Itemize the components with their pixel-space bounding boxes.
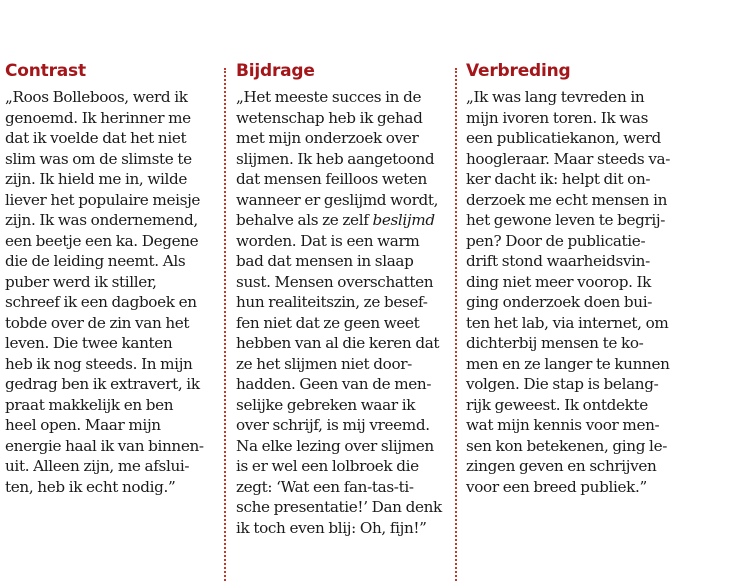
column-title-verbreding: Verbreding xyxy=(466,61,571,81)
three-column-article xyxy=(0,56,732,581)
column-text-bijdrage xyxy=(236,87,452,538)
column-bijdrage xyxy=(236,56,452,581)
column-title-bijdrage: Bijdrage xyxy=(236,61,315,81)
column-contrast xyxy=(5,56,221,581)
column-text-contrast: „Roos Bolleboos, werd ik genoemd. Ik herinner me dat ik voelde dat het niet slim was om de slimste te zijn. Ik hield me in, wilde liever het populaire meisje zijn. Ik was ondernemend, een beetje een ka. Degene die de leiding neemt. Als puber werd ik stiller, schreef ik een dagboek en tobde over de zin van het leven. Die twee kanten heb ik nog steeds. In mijn gedrag ben ik extravert, ik praat makkelijk en ben heel open. Maar mijn energie haal ik van binnen- uit. Alleen zijn, me afslui- ten, heb ik echt nodig.” xyxy=(5,88,204,496)
text-segment-before: „Het meeste succes in de wetenschap heb ik gehad met mijn onderzoek over slijmen. Ik heb aangetoond dat mensen feilloos weten wanneer er geslijmd wordt, behalve als ze zelf xyxy=(236,88,439,229)
text-segment-after: worden. Dat is een warm bad dat mensen in slaap sust. Mensen overschatten hun realiteitszin, ze besef- fen niet dat ze geen weet hebben van al die keren dat ze het slijmen niet door- hadden. Geen van de men- selijke gebreken waar ik over schrijf, is mij vreemd. Na elke lezing over slijmen is er wel een lolbroek die zegt: ‘Wat een fan-tas-ti- sche presentatie!’ Dan denk ik toch even blij: Oh, fijn!” xyxy=(236,231,442,537)
text-segment-italic: beslijmd xyxy=(372,211,435,229)
column-title-contrast: Contrast xyxy=(5,61,86,81)
column-verbreding xyxy=(466,56,728,581)
column-divider-2 xyxy=(455,68,457,581)
column-text-verbreding: „Ik was lang tevreden in mijn ivoren toren. Ik was een publicatiekanon, werd hoogleraar. Maar steeds va- ker dacht ik: helpt dit on- derzoek me echt mensen in het gewone leven te begrij- pen? Door de publicatie- drift stond waarheidsvin- ding niet meer voorop. Ik ging onderzoek doen bui- ten het lab, via internet, om dichterbij mensen te ko- men en ze langer te kunnen volgen. Die stap is belang- rijk geweest. Ik ontdekte wat mijn kennis voor men- sen kon betekenen, ging le- zingen geven en schrijven voor een breed publiek.” xyxy=(466,88,671,496)
column-divider-1 xyxy=(224,68,226,581)
